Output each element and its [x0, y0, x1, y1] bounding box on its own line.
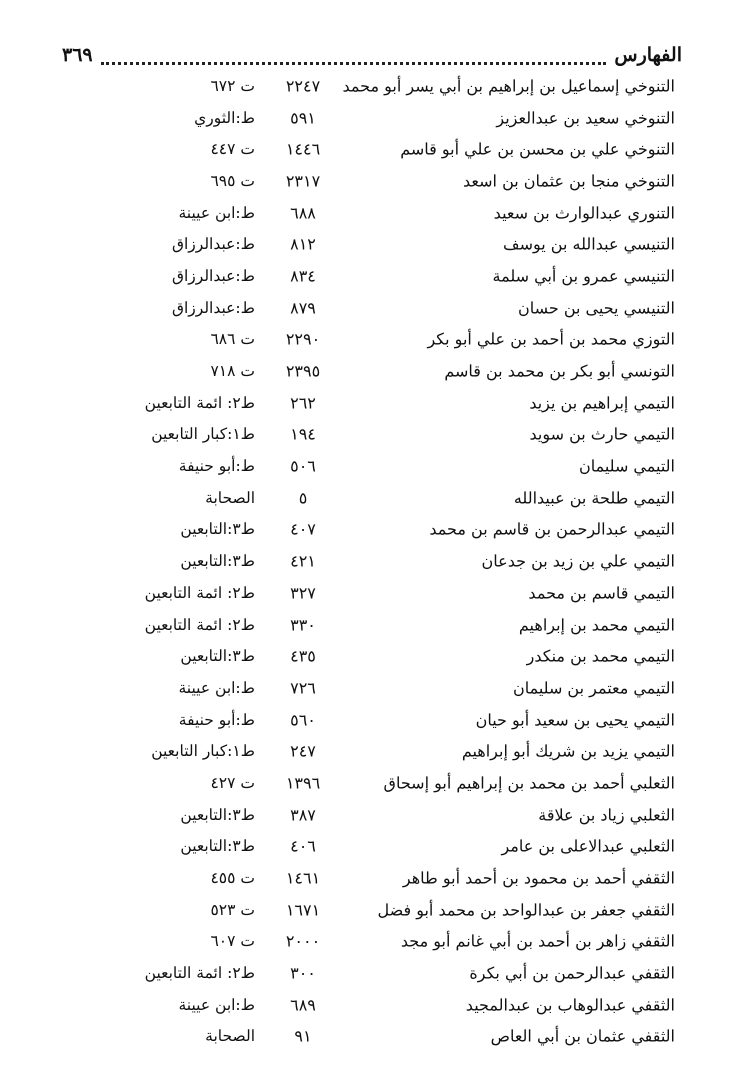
entry-name: التيمي طلحة بن عبيدالله [513, 488, 675, 508]
index-entry [0, 957, 743, 989]
index-entry [0, 989, 743, 1021]
entry-name: الثقفي جعفر بن عبدالواحد بن محمد أبو فضل [377, 900, 675, 920]
entry-number: ١٤٤٦ [285, 139, 321, 159]
entry-name: الثقفي زاهر بن أحمد بن أبي غانم أبو مجد [400, 931, 675, 951]
entry-reference: ط٣:التابعين [180, 647, 255, 666]
entry-reference: ت ٦٩٥ [210, 171, 255, 190]
entry-number: ٣٢٧ [290, 583, 316, 603]
index-entry [0, 482, 743, 514]
entry-name: التيمي محمد بن منكدر [526, 646, 675, 666]
entry-number: ٥٦٠ [290, 710, 316, 730]
entry-name: الثعلبي عبدالاعلى بن عامر [501, 836, 675, 856]
entry-number: ٤٠٧ [290, 519, 316, 539]
index-entry [0, 355, 743, 387]
entry-reference: ط٣:التابعين [180, 520, 255, 539]
index-entry [0, 102, 743, 134]
index-entry [0, 862, 743, 894]
entry-reference: ط:أبو حنيفة [178, 710, 255, 729]
entry-reference: ت ٦٨٦ [210, 330, 255, 349]
index-entry [0, 672, 743, 704]
index-entry [0, 450, 743, 482]
entry-reference: ت ٤٤٧ [210, 140, 255, 159]
entry-reference: ط٢: ائمة التابعين [144, 615, 255, 634]
entry-number: ٨٧٩ [290, 298, 316, 318]
entry-number: ٥٠٦ [290, 456, 316, 476]
entry-name: الثعلبي زياد بن علاقة [538, 805, 675, 825]
index-entry [0, 577, 743, 609]
entry-reference: ت ٦٧٢ [210, 76, 255, 95]
entry-number: ٤٢١ [290, 551, 316, 571]
entry-reference: ت ٤٥٥ [210, 869, 255, 888]
entry-name: التنوخي إسماعيل بن إبراهيم بن أبي يسر أبو محمد [342, 76, 675, 96]
leader-dots [101, 46, 607, 65]
entry-reference: ط١:كبار التابعين [151, 742, 255, 761]
section-title: الفهارس [614, 44, 682, 66]
entry-number: ٢٠٠٠ [285, 931, 321, 951]
index-entry [0, 926, 743, 958]
index-entry [0, 894, 743, 926]
entry-number: ٤٣٥ [290, 646, 316, 666]
entry-reference: الصحابة [205, 1027, 255, 1046]
entry-number: ١٣٩٦ [285, 773, 321, 793]
entry-name: التونسي أبو بكر بن محمد بن قاسم [444, 361, 675, 381]
index-entry [0, 1021, 743, 1053]
entry-number: ٣٠٠ [290, 963, 316, 983]
entry-reference: ت ٤٢٧ [210, 773, 255, 792]
entry-name: التنيسي عبدالله بن يوسف [503, 234, 675, 254]
entry-reference: ط٣:التابعين [180, 552, 255, 571]
entry-name: التيمي حارث بن سويد [529, 424, 675, 444]
entry-number: ١٦٧١ [285, 900, 321, 920]
entry-number: ٥ [298, 488, 308, 508]
index-entry [0, 545, 743, 577]
entry-reference: ط٢: ائمة التابعين [144, 583, 255, 602]
entry-reference: ت ٧١٨ [210, 362, 255, 381]
entry-number: ١٤٦١ [285, 868, 321, 888]
index-entry [0, 640, 743, 672]
entry-number: ١٩٤ [290, 424, 316, 444]
entry-reference: ط:عبدالرزاق [171, 298, 255, 317]
entry-name: التيمي سليمان [578, 456, 675, 476]
entry-name: التنوخي سعيد بن عبدالعزيز [496, 108, 675, 128]
entry-name: الثقفي أحمد بن محمود بن أحمد أبو طاهر [402, 868, 675, 888]
entry-reference: ت ٥٢٣ [210, 900, 255, 919]
index-entry [0, 419, 743, 451]
entry-number: ٢٢٤٧ [285, 76, 321, 96]
entry-name: الثعلبي أحمد بن محمد بن إبراهيم أبو إسحاق [383, 773, 675, 793]
entry-name: التنيسي يحيى بن حسان [517, 298, 675, 318]
index-entry [0, 70, 743, 102]
entry-name: التنوخي منجا بن عثمان بن اسعد [463, 171, 675, 191]
index-entry [0, 324, 743, 356]
entry-reference: الصحابة [205, 488, 255, 507]
entry-name: الثقفي عثمان بن أبي العاص [490, 1026, 675, 1046]
entry-name: التيمي محمد بن إبراهيم [518, 615, 675, 635]
entry-reference: ط:ابن عيينة [178, 203, 255, 222]
entry-name: التيمي يحيى بن سعيد أبو حيان [475, 710, 675, 730]
entry-number: ٢٤٧ [290, 741, 316, 761]
entry-reference: ط:ابن عيينة [178, 995, 255, 1014]
page-header [62, 38, 682, 72]
entry-name: التيمي يزيد بن شريك أبو إبراهيم [461, 741, 675, 761]
entry-number: ٥٩١ [290, 108, 316, 128]
entry-reference: ط٢: ائمة التابعين [144, 393, 255, 412]
index-entry [0, 387, 743, 419]
entry-number: ٢٣٩٥ [285, 361, 321, 381]
index-entry [0, 133, 743, 165]
page-number: ٣٦٩ [62, 44, 93, 66]
entry-reference: ط:أبو حنيفة [178, 457, 255, 476]
entry-number: ٦٨٩ [290, 995, 316, 1015]
entry-number: ٨٣٤ [290, 266, 316, 286]
entry-number: ٣٨٧ [290, 805, 316, 825]
entry-reference: ط٣:التابعين [180, 837, 255, 856]
entry-name: التيمي إبراهيم بن يزيد [529, 393, 675, 413]
entry-number: ٤٠٦ [290, 836, 316, 856]
entry-number: ٣٣٠ [290, 615, 316, 635]
entry-number: ٢٢٩٠ [285, 329, 321, 349]
entry-reference: ط٢: ائمة التابعين [144, 964, 255, 983]
index-entry [0, 228, 743, 260]
entry-reference: ط١:كبار التابعين [151, 425, 255, 444]
entry-name: التنيسي عمرو بن أبي سلمة [492, 266, 675, 286]
entry-name: الثقفي عبدالرحمن بن أبي بكرة [469, 963, 675, 983]
entry-reference: ط:الثوري [194, 108, 255, 127]
entry-name: التيمي علي بن زيد بن جدعان [481, 551, 675, 571]
index-entry [0, 799, 743, 831]
entry-number: ٢٣١٧ [285, 171, 321, 191]
index-entry [0, 260, 743, 292]
entry-number: ٧٢٦ [290, 678, 316, 698]
entry-name: التيمي قاسم بن محمد [528, 583, 675, 603]
index-entry [0, 609, 743, 641]
index-list [0, 70, 743, 1052]
entry-reference: ط٣:التابعين [180, 805, 255, 824]
entry-name: التوزي محمد بن أحمد بن علي أبو بكر [427, 329, 675, 349]
index-entry [0, 514, 743, 546]
index-entry [0, 767, 743, 799]
index-entry [0, 735, 743, 767]
entry-number: ٩١ [294, 1026, 312, 1046]
entry-name: التنوري عبدالوارث بن سعيد [493, 203, 675, 223]
entry-name: التيمي معتمر بن سليمان [512, 678, 675, 698]
index-entry [0, 704, 743, 736]
entry-reference: ط:ابن عيينة [178, 678, 255, 697]
entry-name: الثقفي عبدالوهاب بن عبدالمجيد [465, 995, 675, 1015]
index-entry [0, 831, 743, 863]
index-entry [0, 197, 743, 229]
entry-number: ٨١٢ [290, 234, 316, 254]
entry-name: التنوخي علي بن محسن بن علي أبو قاسم [400, 139, 675, 159]
entry-name: التيمي عبدالرحمن بن قاسم بن محمد [429, 519, 675, 539]
entry-reference: ط:عبدالرزاق [171, 266, 255, 285]
entry-reference: ت ٦٠٧ [210, 932, 255, 951]
entry-number: ٢٦٢ [290, 393, 316, 413]
entry-number: ٦٨٨ [290, 203, 316, 223]
index-entry [0, 292, 743, 324]
index-entry [0, 165, 743, 197]
entry-reference: ط:عبدالرزاق [171, 235, 255, 254]
